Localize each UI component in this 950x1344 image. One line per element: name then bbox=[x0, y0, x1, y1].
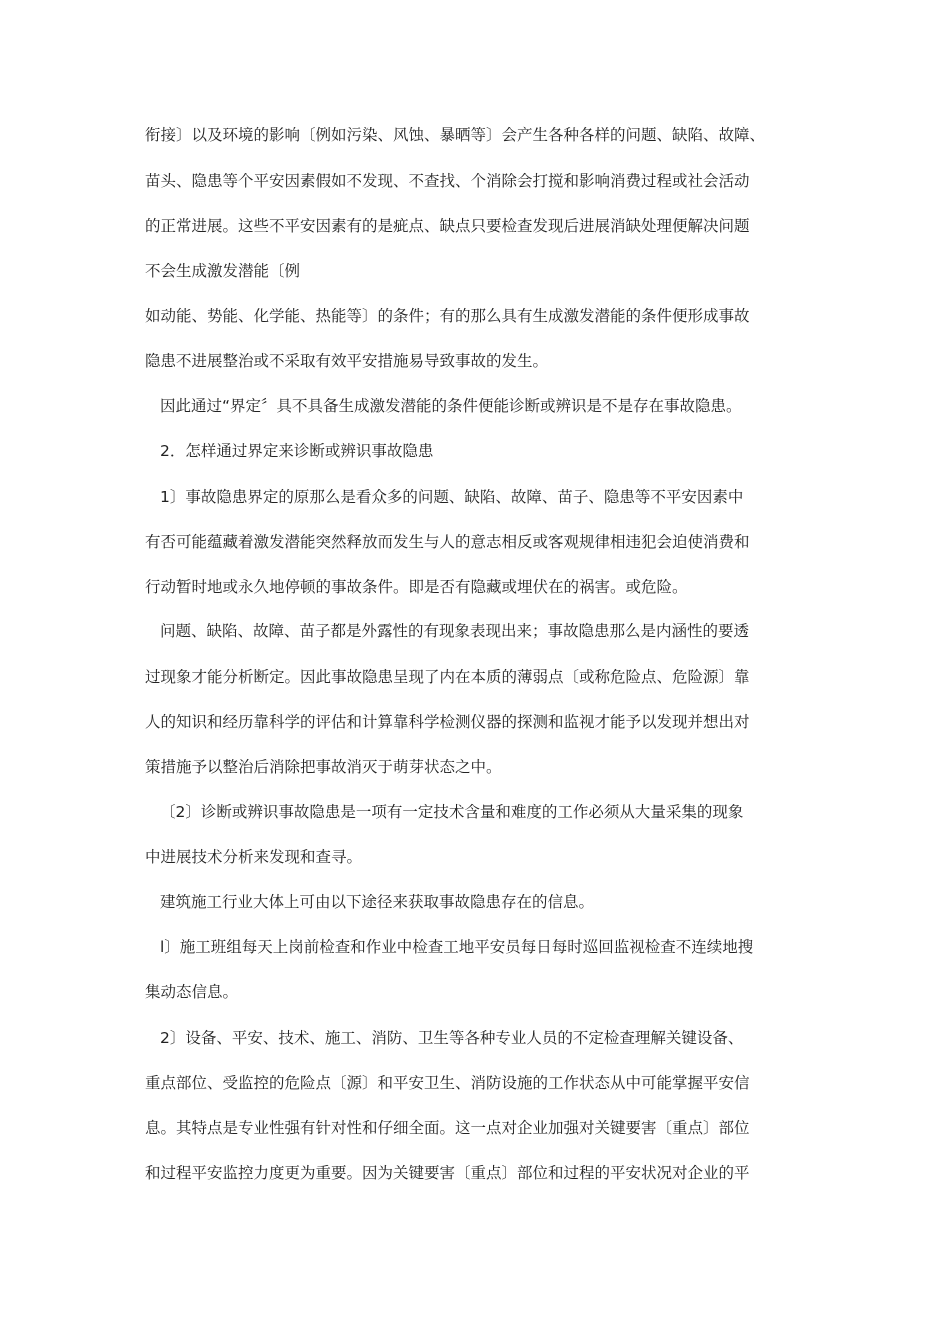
text-line: 人的知识和经历靠科学的评估和计算靠科学检测仪器的探测和监视才能予以发现并想出对 bbox=[145, 713, 750, 731]
text-line: 〔2〕诊断或辨识事故隐患是一项有一定技术含量和难度的工作必须从大量采集的现象 bbox=[160, 803, 744, 821]
text-line: 问题、缺陷、故障、苗子都是外露性的有现象表现出来；事故隐患那么是内涵性的要透 bbox=[160, 622, 750, 640]
text-line: 中进展技术分析来发现和查寻。 bbox=[145, 848, 363, 866]
text-line: 不会生成激发潜能〔例 bbox=[145, 262, 301, 280]
text-line: 策措施予以整治后消除把事故消灭于萌芽状态之中。 bbox=[145, 758, 502, 776]
text-line: 重点部位、受监控的危险点〔源〕和平安卫生、消防设施的工作状态从中可能掌握平安信 bbox=[145, 1074, 750, 1092]
text-line: 过现象才能分析断定。因此事故隐患呈现了内在本质的薄弱点〔或称危险点、危险源〕靠 bbox=[145, 668, 750, 686]
text-line: 2〕设备、平安、技术、施工、消防、卫生等各种专业人员的不定检查理解关键设备、 bbox=[160, 1029, 744, 1047]
text-line: 有否可能蕴藏着激发潜能突然释放而发生与人的意志相反或客观规律相违犯会迫使消费和 bbox=[145, 533, 750, 551]
text-line: 苗头、隐患等个平安因素假如不发现、不查找、个消除会打搅和影响消费过程或社会活动 bbox=[145, 172, 750, 190]
text-line: 如动能、势能、化学能、热能等〕的条件；有的那么具有生成激发潜能的条件便形成事故 bbox=[145, 307, 750, 325]
text-line: 行动暂时地或永久地停顿的事故条件。即是否有隐藏或埋伏在的祸害。或危险。 bbox=[145, 578, 688, 596]
text-line: l〕施工班组每天上岗前检查和作业中检查工地平安员每日每时巡回监视检查不连续地搜 bbox=[160, 938, 754, 956]
text-line: 衔接〕以及环境的影响〔例如污染、风蚀、暴晒等〕会产生各种各样的问题、缺陷、故障、 bbox=[145, 126, 766, 144]
text-line: 和过程平安监控力度更为重要。因为关键要害〔重点〕部位和过程的平安状况对企业的平 bbox=[145, 1164, 750, 1182]
text-line: 息。其特点是专业性强有针对性和仔细全面。这一点对企业加强对关键要害〔重点〕部位 bbox=[145, 1119, 750, 1137]
text-line: 建筑施工行业大体上可由以下途径来获取事故隐患存在的信息。 bbox=[160, 893, 595, 911]
text-line: 的正常进展。这些不平安因素有的是疵点、缺点只要检查发现后进展消缺处理便解决问题 bbox=[145, 217, 750, 235]
section-heading: 2．怎样通过界定来诊断或辨识事故隐患 bbox=[160, 442, 434, 460]
text-line: 隐患不进展整治或不采取有效平安措施易导致事故的发生。 bbox=[145, 352, 549, 370]
text-line: 因此通过“界定〞具不具备生成激发潜能的条件便能诊断或辨识是不是存在事故隐患。 bbox=[160, 397, 742, 415]
text-line: 集动态信息。 bbox=[145, 983, 239, 1001]
text-line: 1〕事故隐患界定的原那么是看众多的问题、缺陷、故障、苗子、隐患等不平安因素中 bbox=[160, 488, 744, 506]
